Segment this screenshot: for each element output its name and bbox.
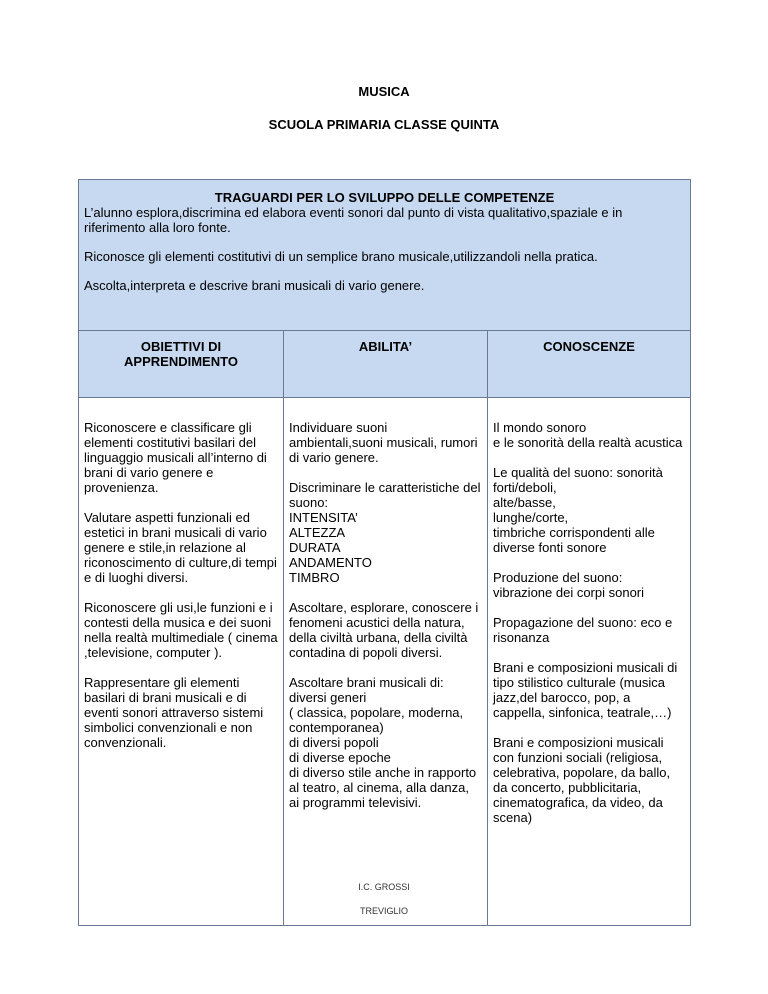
footer-school-name: I.C. GROSSI — [358, 882, 410, 892]
abilita-cell — [284, 398, 488, 926]
document-title: MUSICA — [358, 84, 410, 99]
conoscenze-cell — [488, 398, 691, 926]
abilita-item: Ascoltare, esplorare, conoscere i fenomeni acustici della natura, della civiltà urbana, della civiltà contadina di popoli diversi. — [289, 600, 479, 660]
traguardo-item: L’alunno esplora,discrimina ed elabora eventi sonori dal punto di vista qualitativo,spaziale e in riferimento alla loro fonte. — [84, 205, 623, 235]
traguardi-heading: TRAGUARDI PER LO SVILUPPO DELLE COMPETENZE — [214, 190, 555, 205]
conoscenza-item: Brani e composizioni musicali con funzioni sociali (religiosa, celebrativa, popolare, da ballo, da concerto, pubblicitaria, cinematografica, da video, da scena) — [493, 735, 671, 825]
obiettivo-item: Riconoscere e classificare gli elementi costitutivi basilari del linguaggio musicali all’interno di brani di vario genere e provenienza. — [84, 420, 267, 495]
traguardo-item: Ascolta,interpreta e descrive brani musicali di vario genere. — [84, 278, 425, 293]
conoscenza-item: Propagazione del suono: eco e risonanza — [493, 615, 673, 645]
conoscenza-item: Le qualità del suono: sonorità forti/deboli, alte/basse, lunghe/corte, timbriche corrispondenti alle diverse fonti sonore — [493, 465, 663, 555]
abilita-item: Discriminare le caratteristiche del suono: INTENSITA’ ALTEZZA DURATA ANDAMENTO TIMBRO — [289, 480, 481, 585]
traguardo-item: Riconosce gli elementi costitutivi di un semplice brano musicale,utilizzandoli nella pratica. — [84, 249, 598, 264]
conoscenza-item: Brani e composizioni musicali di tipo stilistico culturale (musica jazz,del barocco, pop, a cappella, sinfonica, teatrale,…) — [493, 660, 678, 720]
traguardi-cell — [79, 180, 691, 331]
obiettivi-cell — [79, 398, 284, 926]
conoscenza-item: Produzione del suono: vibrazione dei corpi sonori — [493, 570, 645, 600]
column-header-obiettivi: OBIETTIVI DI APPRENDIMENTO — [79, 331, 284, 398]
obiettivo-item: Valutare aspetti funzionali ed estetici in brani musicali di vario genere e stile,in relazione al riconoscimento di culture,di tempi e di luoghi diversi. — [84, 510, 277, 585]
abilita-item: Individuare suoni ambientali,suoni musicali, rumori di vario genere. — [289, 420, 478, 465]
conoscenza-item: Il mondo sonoro e le sonorità della realtà acustica — [493, 420, 683, 450]
obiettivo-item: Riconoscere gli usi,le funzioni e i contesti della musica e dei suoni nella realtà multimediale ( cinema ,televisione, computer ). — [84, 600, 278, 660]
abilita-item: Ascoltare brani musicali di: diversi generi ( classica, popolare, moderna, contemporanea) di diversi popoli di diverse epoche di diverso stile anche in rapporto al teatro, al cinema, alla danza, ai programmi televisivi. — [289, 675, 477, 810]
document-subtitle: SCUOLA PRIMARIA CLASSE QUINTA — [268, 117, 500, 132]
obiettivo-item: Rappresentare gli elementi basilari di brani musicali e di eventi sonori attraverso sistemi simbolici convenzionali e non convenzionali. — [84, 675, 264, 750]
column-header-abilita: ABILITA’ — [284, 331, 488, 398]
footer-town: TREVIGLIO — [359, 906, 408, 916]
column-header-conoscenze: CONOSCENZE — [488, 331, 691, 398]
curriculum-table — [78, 179, 691, 926]
